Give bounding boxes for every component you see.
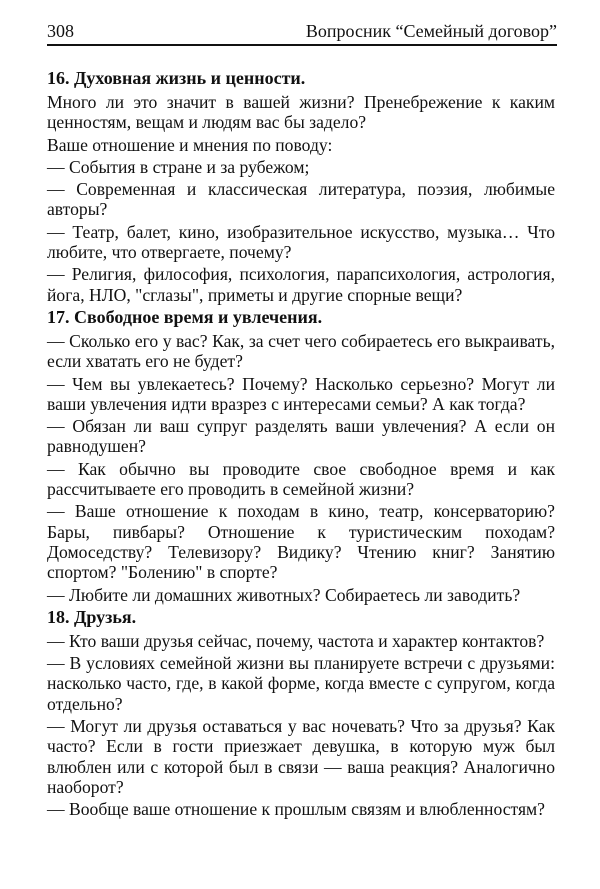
paragraph: — В условиях семейной жизни вы планируете встречи с друзьями: насколько часто, где, в какой форме, когда вместе с супругом, когда отдельно?: [47, 653, 555, 714]
paragraph: — Ваше отношение к походам в кино, театр, консерваторию? Бары, пивбары? Отношение к туристическим походам? Домоседству? Телевизору? Видику? Чтению книг? Занятию спортом? "Болению" в спорте?: [47, 501, 555, 583]
paragraph: — Обязан ли ваш супруг разделять ваши увлечения? А если он равнодушен?: [47, 416, 555, 457]
section-heading-16: 16. Духовная жизнь и ценности.: [47, 68, 306, 88]
paragraph: — События в стране и за рубежом;: [47, 156, 310, 177]
paragraph: — Сколько его у вас? Как, за счет чего собираетесь его выкраивать, если хватать его не будет?: [47, 330, 555, 372]
section-heading-18: 18. Друзья.: [47, 606, 137, 627]
paragraph: — Чем вы увлекаетесь? Почему? Насколько серьезно? Могут ли ваши увлечения идти вразрез с интересами семьи? А как тогда?: [47, 373, 555, 414]
page-number: 308: [47, 21, 74, 41]
paragraph: — Современная и классическая литература, поэзия, любимые авторы?: [47, 179, 555, 220]
paragraph: — Театр, балет, кино, изобразительное искусство, музыка… Что любите, что отвергаете, почему?: [47, 221, 555, 263]
paragraph: Ваше отношение и мнения по поводу:: [47, 134, 333, 155]
paragraph: Много ли это значит в вашей жизни? Пренебрежение к каким ценностям, вещам и людям вас бы задело?: [47, 92, 555, 133]
paragraph: — Религия, философия, психология, парапсихология, астрология, йога, НЛО, "сглазы", приметы и другие спорные вещи?: [47, 264, 555, 305]
paragraph: — Кто ваши друзья сейчас, почему, частота и характер контактов?: [47, 630, 545, 651]
paragraph: — Как обычно вы проводите свое свободное время и как рассчитываете его проводить в семейной жизни?: [47, 458, 555, 500]
running-title: Вопросник “Семейный договор”: [305, 21, 557, 41]
section-heading-17: 17. Свободное время и увлечения.: [47, 306, 323, 327]
paragraph: — Вообще ваше отношение к прошлым связям и влюбленностям?: [47, 799, 545, 820]
page-body: [47, 68, 555, 822]
running-header: [47, 18, 557, 44]
paragraph: — Любите ли домашних животных? Собираетесь ли заводить?: [47, 584, 521, 605]
header-rule: [47, 44, 557, 46]
paragraph: — Могут ли друзья оставаться у вас ночевать? Что за друзья? Как часто? Если в гости приезжает девушка, в которую муж был влюблен или с которой был в связи — ваша реакция? Аналогично наоборот?: [47, 716, 555, 797]
